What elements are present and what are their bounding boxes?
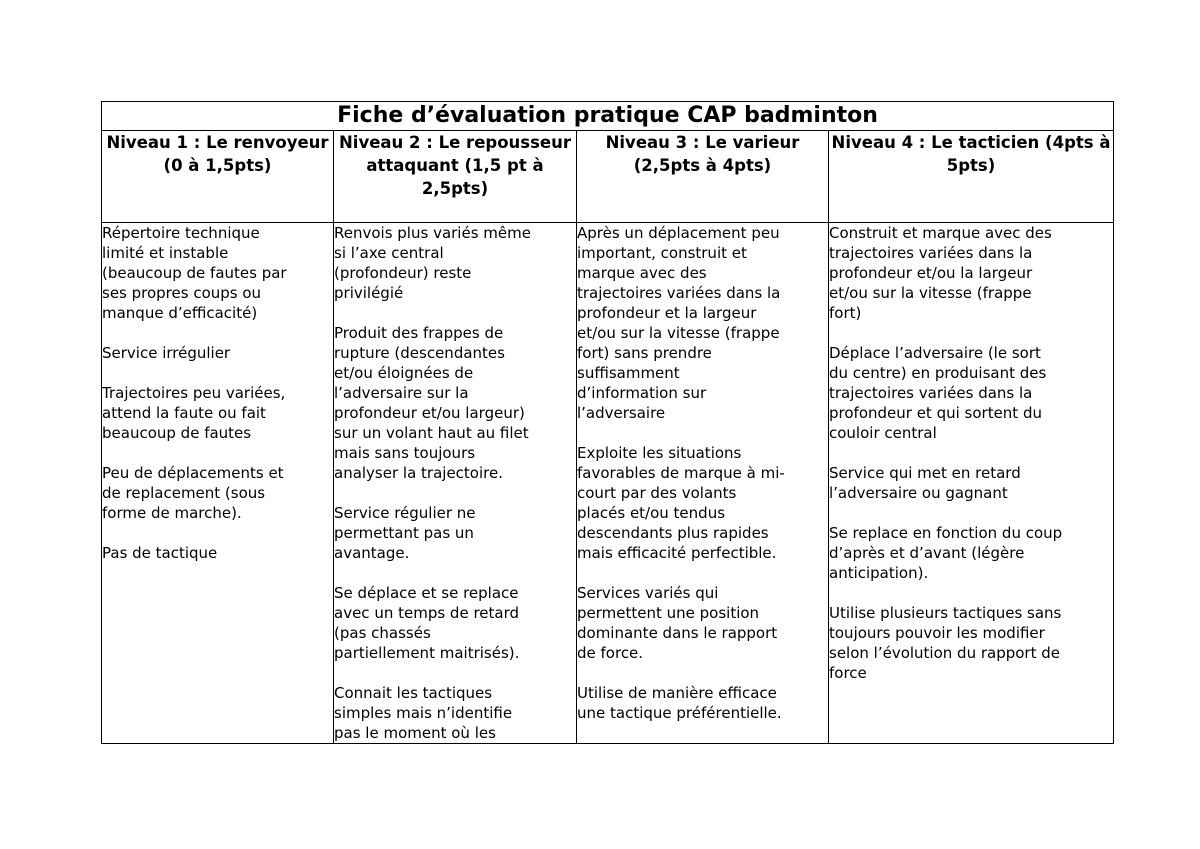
level-4-criteria — [829, 223, 1114, 744]
level-1-criteria — [102, 223, 334, 744]
criterion-text: Services variés qui permettent une position dominante dans le rapport de force. — [577, 584, 778, 662]
criterion-text: Construit et marque avec des trajectoires variées dans la profondeur et/ou la largeur et/ou sur la vitesse (frappe fort) — [829, 224, 1052, 322]
criterion-text: Pas de tactique — [102, 544, 218, 562]
title-row — [102, 102, 1114, 131]
level-3-heading: Niveau 3 : Le varieur (2,5pts à 4pts) — [577, 131, 829, 223]
level-3-criteria — [577, 223, 829, 744]
criterion-text: Après un déplacement peu important, construit et marque avec des trajectoires variées dans la profondeur et la largeur et/ou sur la vitesse (frappe fort) sans prendre suffisamment d’information sur l’adversaire — [577, 224, 781, 422]
criterion-text: Peu de déplacements et de replacement (sous forme de marche). — [102, 464, 284, 522]
criterion-text: Utilise de manière efficace une tactique préférentielle. — [577, 684, 782, 722]
criterion-text: Déplace l’adversaire (le sort du centre) en produisant des trajectoires variées dans la profondeur et qui sortent du couloir central — [829, 344, 1047, 442]
level-header-row — [102, 131, 1114, 223]
level-2-heading: Niveau 2 : Le repousseur attaquant (1,5 pt à 2,5pts) — [334, 131, 577, 223]
criterion-text: Service qui met en retard l’adversaire ou gagnant — [829, 464, 1021, 502]
criterion-text: Produit des frappes de rupture (descendantes et/ou éloignées de l’adversaire sur la profondeur et/ou largeur) sur un volant haut au filet mais sans toujours analyser la trajectoire. — [334, 324, 529, 482]
criterion-text: Connait les tactiques simples mais n’identifie pas le moment où les — [334, 684, 513, 741]
level-1-heading: Niveau 1 : Le renvoyeur (0 à 1,5pts) — [102, 131, 334, 223]
criterion-text: Se déplace et se replace avec un temps de retard (pas chassés partiellement maitrisés). — [334, 584, 520, 662]
criterion-text: Exploite les situations favorables de marque à mi- court par des volants placés et/ou tendus descendants plus rapides mais efficacité perfectible. — [577, 444, 785, 562]
criterion-text: Service régulier ne permettant pas un avantage. — [334, 504, 476, 562]
table-title: Fiche d’évaluation pratique CAP badminton — [102, 102, 1114, 131]
criterion-text: Renvois plus variés même si l’axe central (profondeur) reste privilégié — [334, 224, 531, 302]
level-4-heading: Niveau 4 : Le tacticien (4pts à 5pts) — [829, 131, 1114, 223]
evaluation-table — [101, 101, 1114, 744]
criteria-row — [102, 223, 1114, 744]
criterion-text: Utilise plusieurs tactiques sans toujours pouvoir les modifier selon l’évolution du rapport de force — [829, 604, 1062, 682]
criterion-text: Se replace en fonction du coup d’après et d’avant (légère anticipation). — [829, 524, 1063, 582]
criterion-text: Répertoire technique limité et instable (beaucoup de fautes par ses propres coups ou manque d’efficacité) — [102, 224, 287, 322]
level-2-criteria — [334, 223, 577, 744]
criterion-text: Service irrégulier — [102, 344, 231, 362]
criterion-text: Trajectoires peu variées, attend la faute ou fait beaucoup de fautes — [102, 384, 286, 442]
